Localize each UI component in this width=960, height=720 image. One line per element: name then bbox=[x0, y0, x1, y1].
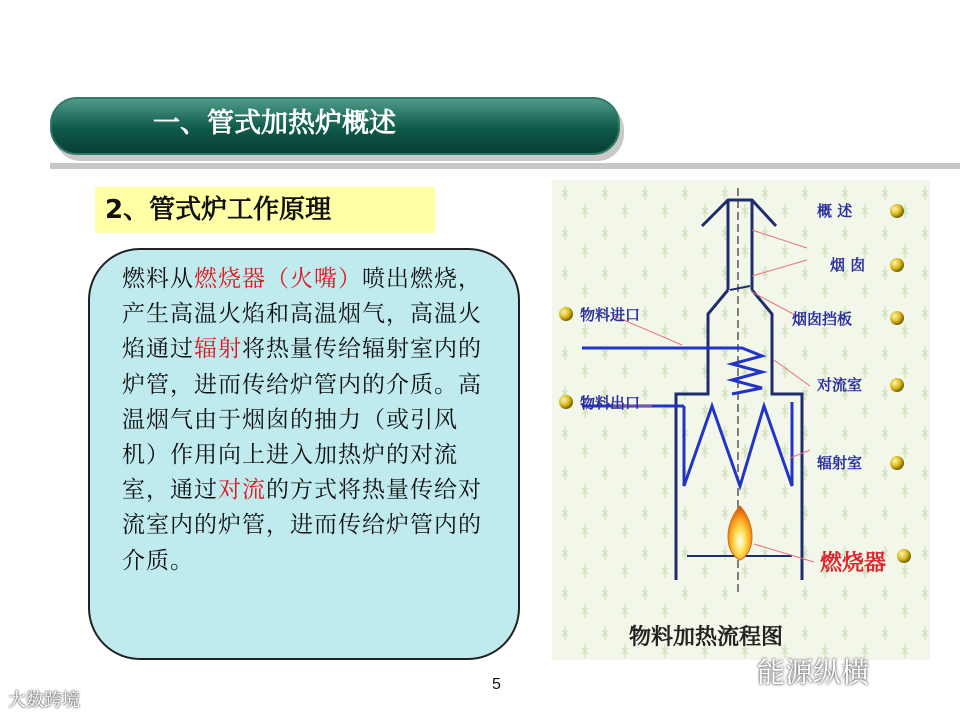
text-segment: 的方式将热量传给对流室内的炉管，进而传给炉管内的介质。 bbox=[122, 477, 482, 574]
bullet-icon bbox=[890, 378, 904, 392]
diagram-background bbox=[552, 180, 930, 660]
highlight-burner: 燃烧器（火嘴） bbox=[194, 266, 362, 292]
bullet-icon bbox=[897, 549, 911, 563]
highlight-radiation: 辐射 bbox=[194, 336, 242, 363]
label-overview: 概 述 bbox=[817, 202, 853, 220]
label-radiation: 辐射室 bbox=[817, 454, 863, 472]
text-segment: 喷出燃烧，产生高温火焰和高温烟气，高温火焰通过 bbox=[122, 266, 482, 363]
watermark-left: 大数跨境 bbox=[8, 690, 80, 711]
bullet-icon bbox=[890, 456, 904, 470]
bullet-icon bbox=[559, 307, 573, 321]
label-material-out: 物料出口 bbox=[580, 394, 641, 412]
bullet-icon bbox=[890, 311, 904, 325]
label-damper: 烟囱挡板 bbox=[792, 310, 853, 328]
highlight-convection: 对流 bbox=[218, 477, 266, 504]
label-chimney: 烟 囱 bbox=[830, 256, 866, 274]
label-burner: 燃烧器 bbox=[820, 551, 887, 576]
section-subtitle: 2、管式炉工作原理 bbox=[95, 187, 435, 233]
text-segment: 将热量传给辐射室内的炉管，进而传给炉管内的介质。高温烟气由于烟囱的抽力（或引风机）作用向上进入加热炉的对流室，通过 bbox=[122, 336, 482, 504]
watermark-right: 能源纵横 bbox=[757, 656, 870, 689]
furnace-diagram bbox=[552, 180, 930, 660]
body-paragraph bbox=[122, 262, 492, 579]
text-segment: 燃料从 bbox=[122, 266, 194, 292]
label-convection: 对流室 bbox=[817, 376, 863, 394]
diagram-caption: 物料加热流程图 bbox=[629, 625, 784, 650]
bullet-icon bbox=[559, 395, 573, 409]
divider bbox=[50, 163, 960, 169]
page-title: 一、管式加热炉概述 bbox=[153, 108, 396, 139]
page-number: 5 bbox=[492, 676, 501, 693]
bullet-icon bbox=[890, 204, 904, 218]
label-material-in: 物料进口 bbox=[580, 306, 641, 324]
bullet-icon bbox=[890, 258, 904, 272]
